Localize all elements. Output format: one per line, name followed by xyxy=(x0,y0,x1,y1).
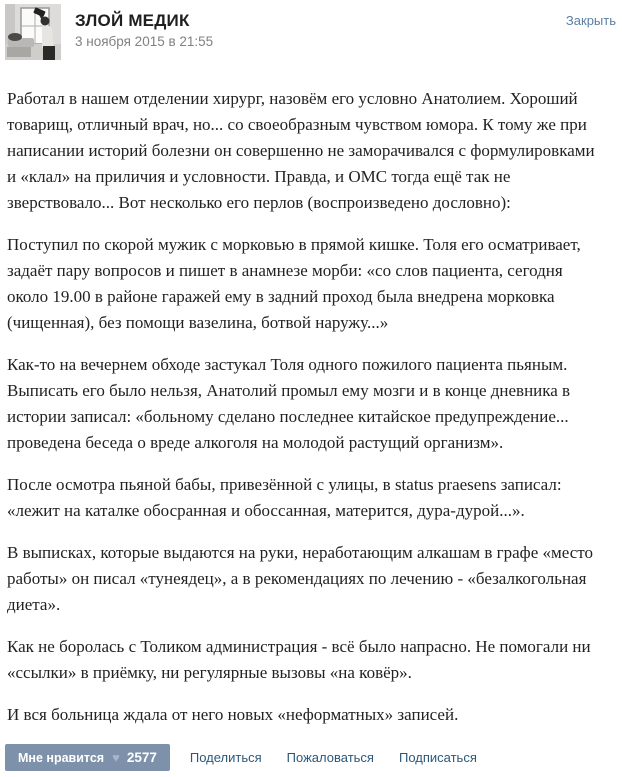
heart-icon: ♥ xyxy=(112,750,120,765)
like-count: 2577 xyxy=(126,750,157,765)
post-paragraph: После осмотра пьяной бабы, привезённой с улицы, в status praesens записал: «лежит на каталке обосранная и обоссанная, матерится, дура-дурой...». xyxy=(7,475,562,520)
close-link[interactable]: Закрыть xyxy=(565,13,616,28)
subscribe-link[interactable]: Подписаться xyxy=(398,750,477,765)
avatar-photo xyxy=(5,4,61,60)
post-header xyxy=(0,0,622,70)
like-button[interactable] xyxy=(5,744,170,771)
community-name-link[interactable]: ЗЛОЙ МЕДИК xyxy=(75,11,190,30)
post-paragraph: Поступил по скорой мужик с морковью в прямой кишке. Толя его осматривает, задаёт пару вопросов и пишет в анамнезе морби: «со слов пациента, сегодня около 19.00 в районе гаражей ему в задний проход была внедрена морковка (чищенная), без помощи вазелина, ботвой наружу...» xyxy=(7,235,581,332)
post-paragraph: Работал в нашем отделении хирург, назовём его условно Анатолием. Хороший товарищ, отличный врач, но... со своеобразным чувством юмора. К тому же при написании историй болезни он совершенно не заморачивался с формулировками и «клал» на приличия и условности. Правда, и ОМС тогда ещё так не зверствовало... Вот несколько его перлов (воспроизведено дословно): xyxy=(7,89,595,212)
community-avatar[interactable] xyxy=(5,4,61,60)
action-bar xyxy=(5,744,617,771)
like-button-label: Мне нравится xyxy=(18,750,105,765)
post-paragraph: Как не боролась с Толиком администрация - всё было напрасно. Не помогали ни «ссылки» в приёмку, ни регулярные вызовы «на ковёр». xyxy=(7,637,591,682)
report-link[interactable]: Пожаловаться xyxy=(286,750,374,765)
post-paragraph: Как-то на вечернем обходе застукал Толя одного пожилого пациента пьяным. Выписать его было нельзя, Анатолий промыл ему мозги и в конце дневника в истории записал: «больному сделано последнее китайское предупреждение... проведена беседа о вреде алкоголя на молодой растущий организм». xyxy=(7,355,571,452)
post-date: 3 ноября 2015 в 21:55 xyxy=(75,34,214,49)
post-paragraph: И вся больница ждала от него новых «неформатных» записей. xyxy=(7,705,459,724)
share-link[interactable]: Поделиться xyxy=(189,750,262,765)
post-text xyxy=(0,70,622,728)
post-paragraph: В выписках, которые выдаются на руки, неработающим алкашам в графе «место работы» он писал «тунеядец», а в рекомендациях по лечению - «безалкогольная диета». xyxy=(7,543,593,614)
